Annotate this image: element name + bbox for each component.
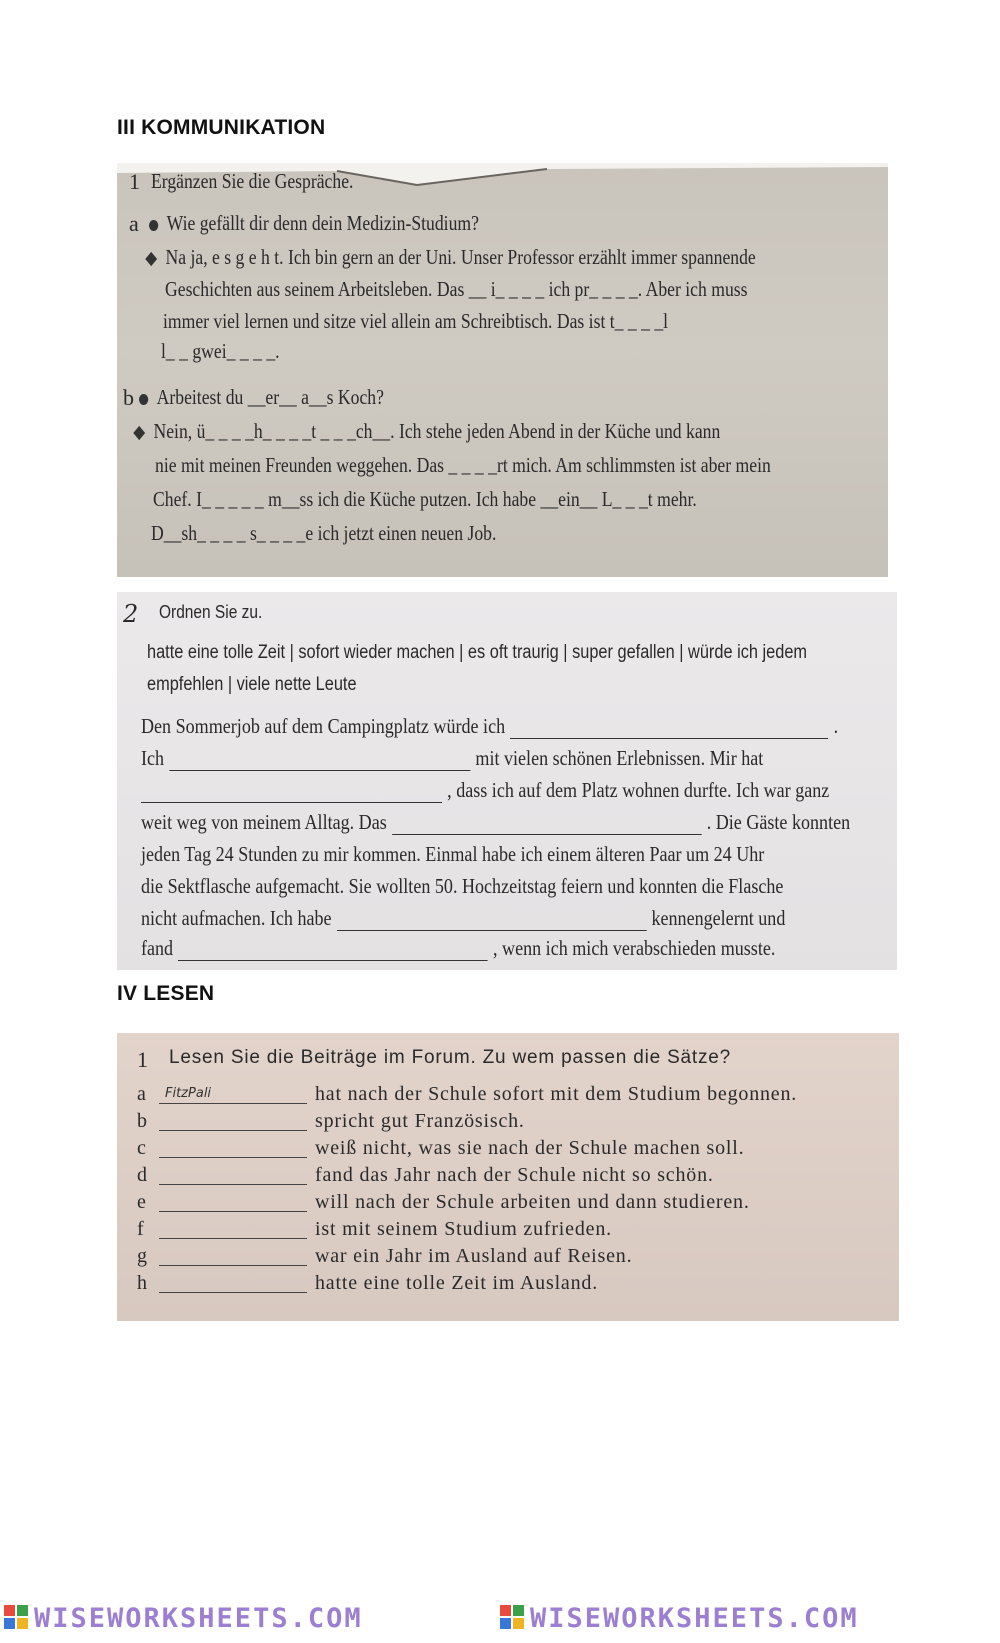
exercise-number: 1: [129, 169, 140, 194]
answer-blank[interactable]: [159, 1270, 307, 1293]
item-sentence: war ein Jahr im Ausland auf Reisen.: [315, 1245, 633, 1267]
watermark-text: WISEWORKSHEETS.COM: [34, 1603, 363, 1634]
item-sentence: will nach der Schule arbeiten und dann studieren.: [315, 1191, 750, 1213]
answer-blank[interactable]: [159, 1162, 307, 1185]
item-sentence: hat nach der Schule sofort mit dem Studium begonnen.: [315, 1083, 798, 1105]
text-line: [141, 906, 785, 931]
exercise-title: Ergänzen Sie die Gespräche.: [151, 169, 354, 193]
handwritten-example-answer: FitzPali: [165, 1086, 212, 1101]
question-line-b: [139, 385, 384, 410]
text-segment: nicht aufmachen. Ich habe: [141, 906, 332, 930]
answer-blank[interactable]: [159, 1243, 307, 1266]
exercise-photo-gespraeche: [117, 163, 888, 577]
answer-line[interactable]: nie mit meinen Freunden weggehen. Das _ _ _ _rt mich. Am schlimmsten ist aber mein: [155, 453, 771, 477]
exercise-title: Lesen Sie die Beiträge im Forum. Zu wem passen die Sätze?: [169, 1047, 732, 1068]
answer-line[interactable]: l_ _ gwei_ _ _ _.: [161, 339, 280, 363]
answer-blank[interactable]: [159, 1189, 307, 1212]
exercise-title: Ordnen Sie zu.: [159, 602, 263, 622]
question-text-a: Wie gefällt dir denn dein Medizin-Studium?: [166, 211, 479, 235]
item-label-b: b: [123, 385, 134, 410]
answer-text[interactable]: Na ja, e s g e h t. Ich bin gern an der Uni. Unser Professor erzählt immer spannende: [165, 245, 756, 269]
text-line: [141, 936, 775, 961]
text-line: jeden Tag 24 Stunden zu mir kommen. Einmal habe ich einem älteren Paar um 24 Uhr: [141, 842, 765, 866]
item-letter: d: [137, 1164, 147, 1186]
text-line: [141, 778, 829, 803]
section-heading-lesen: IV LESEN: [117, 982, 215, 1005]
watermark-text: WISEWORKSHEETS.COM: [530, 1603, 859, 1634]
text-line: die Sektflasche aufgemacht. Sie wollten 50. Hochzeitstag feiern und konnten die Flasche: [141, 874, 784, 898]
answer-line: [135, 419, 720, 444]
text-segment: mit vielen schönen Erlebnissen. Mir hat: [475, 746, 764, 770]
answer-blank[interactable]: [510, 737, 828, 739]
item-letter: e: [137, 1191, 146, 1213]
wiseworksheets-logo-icon: [4, 1605, 28, 1629]
item-sentence: hatte eine tolle Zeit im Ausland.: [315, 1272, 599, 1294]
footer-watermark: [0, 1603, 1000, 1633]
text-line: [141, 746, 763, 771]
text-line: [141, 714, 838, 739]
item-letter: b: [137, 1110, 147, 1132]
answer-blank[interactable]: [169, 769, 470, 771]
text-segment: .: [833, 714, 839, 738]
item-sentence: fand das Jahr nach der Schule nicht so schön.: [315, 1164, 714, 1186]
answer-blank[interactable]: [392, 833, 702, 835]
item-letter: f: [137, 1218, 144, 1240]
text-segment: Ich: [141, 746, 165, 770]
watermark-left: [4, 1603, 363, 1634]
wiseworksheets-logo-icon: [500, 1605, 524, 1629]
answer-line: [147, 245, 756, 270]
text-segment: kennengelernt und: [651, 906, 786, 930]
text-segment: Den Sommerjob auf dem Campingplatz würde ich: [141, 714, 506, 738]
answer-blank[interactable]: [159, 1135, 307, 1158]
answer-text[interactable]: Nein, ü_ _ _ _h_ _ _ _t _ _ _ch__. Ich stehe jeden Abend in der Küche und kann: [153, 419, 721, 443]
section-heading-kommunikation: III KOMMUNIKATION: [117, 116, 326, 139]
exercise-number: 1: [137, 1047, 148, 1072]
answer-line[interactable]: immer viel lernen und sitze viel allein am Schreibtisch. Das ist t_ _ _ _l: [163, 309, 669, 333]
answer-blank[interactable]: [159, 1108, 307, 1131]
question-text-b[interactable]: Arbeitest du __er__ a__s Koch?: [156, 385, 384, 409]
answer-blank[interactable]: [178, 959, 488, 961]
answer-blank[interactable]: [141, 801, 442, 803]
exercise-photo-forum: [117, 1033, 899, 1321]
text-segment: fand: [141, 936, 174, 960]
answer-blank[interactable]: [159, 1216, 307, 1239]
watermark-right: [500, 1603, 859, 1634]
exercise-number-handwritten: 2: [123, 600, 139, 628]
text-segment: . Die Gäste konnten: [706, 810, 851, 834]
answer-blank[interactable]: [159, 1081, 307, 1104]
item-label-a: a: [129, 211, 139, 236]
item-sentence: ist mit seinem Studium zufrieden.: [315, 1218, 612, 1240]
question-line-a: [149, 211, 479, 236]
speaker-diamond-icon: [145, 252, 157, 266]
text-segment: weit weg von meinem Alltag. Das: [141, 810, 387, 834]
item-letter: c: [137, 1137, 146, 1159]
word-box: empfehlen | viele nette Leute: [147, 674, 357, 695]
item-letter: g: [137, 1245, 147, 1267]
answer-line[interactable]: Chef. I_ _ _ _ _ m__ss ich die Küche putzen. Ich habe __ein__ L_ _ _t mehr.: [153, 487, 697, 511]
speaker-dot-icon: [149, 220, 158, 231]
speaker-dot-icon: [139, 394, 148, 405]
answer-blank[interactable]: [337, 929, 647, 931]
answer-line[interactable]: Geschichten aus seinem Arbeitsleben. Das __ i_ _ _ _ ich pr_ _ _ _. Aber ich muss: [165, 277, 748, 301]
item-sentence: weiß nicht, was sie nach der Schule machen soll.: [315, 1137, 745, 1159]
item-sentence: spricht gut Französisch.: [315, 1110, 525, 1132]
text-segment: , dass ich auf dem Platz wohnen durfte. Ich war ganz: [447, 778, 830, 802]
answer-line[interactable]: D__sh_ _ _ _ s_ _ _ _e ich jetzt einen neuen Job.: [151, 521, 497, 545]
text-segment: , wenn ich mich verabschieden musste.: [493, 936, 776, 960]
item-letter: a: [137, 1083, 146, 1105]
item-letter: h: [137, 1272, 147, 1294]
word-box: hatte eine tolle Zeit | sofort wieder machen | es oft traurig | super gefallen | würde ich jedem: [147, 642, 808, 663]
speaker-diamond-icon: [133, 426, 145, 440]
text-line: [141, 810, 850, 835]
exercise-photo-ordnen: [117, 592, 897, 970]
